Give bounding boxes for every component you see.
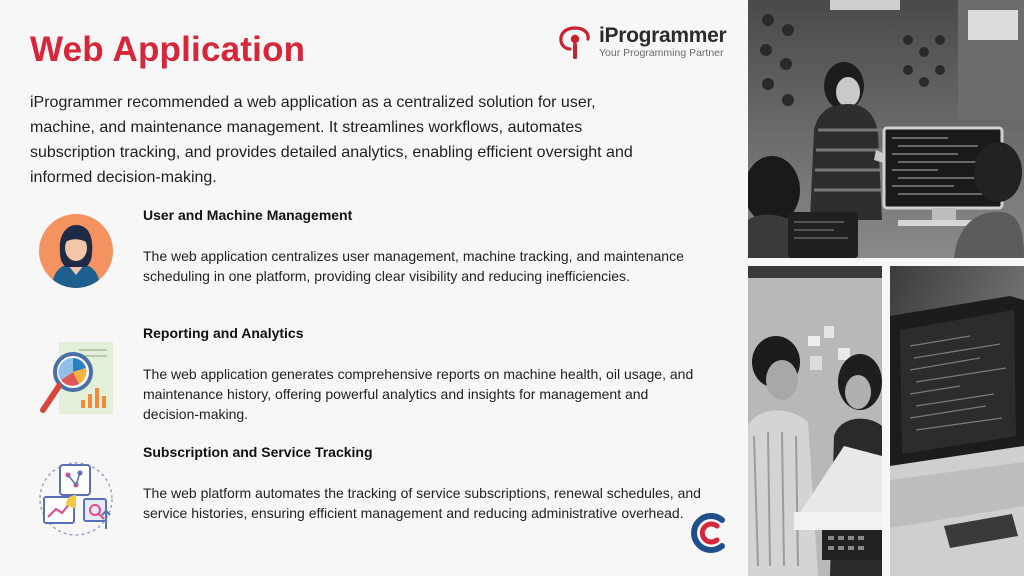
feature-title: Subscription and Service Tracking xyxy=(143,444,373,460)
feature-subscription-service-tracking xyxy=(143,443,703,523)
logo-name: iProgrammer xyxy=(599,24,727,47)
laptop-closeup-photo xyxy=(890,266,1024,576)
feature-description: The web platform automates the tracking of service subscriptions, renewal schedules, and service histories, ensuring efficient management and reducing administrative overhead. xyxy=(143,485,701,521)
intro-paragraph: iProgrammer recommended a web application as a centralized solution for user, machine, and maintenance management. It streamlines workflows, automates subscription tracking, and provides detailed analytics, enabling efficient oversight and informed decision-making. xyxy=(30,94,633,186)
feature-description: The web application generates comprehensive reports on machine health, oil usage, and maintenance history, offering powerful analytics and insights for management and decision-making. xyxy=(143,366,694,422)
subscription-tracking-icon xyxy=(36,459,116,539)
logo-tagline: Your Programming Partner xyxy=(599,47,724,59)
iprogrammer-logo-mark xyxy=(557,24,593,64)
feature-reporting-analytics xyxy=(143,324,703,424)
report-analytics-icon xyxy=(37,338,117,418)
feature-user-machine-management xyxy=(143,206,703,286)
iprogrammer-logo xyxy=(557,24,737,64)
user-avatar-icon xyxy=(38,213,114,289)
feature-title: Reporting and Analytics xyxy=(143,325,304,341)
feature-title: User and Machine Management xyxy=(143,207,353,223)
slide-title: Web Application xyxy=(30,30,306,69)
colleagues-laptop-photo xyxy=(748,266,882,576)
feature-description: The web application centralizes user management, machine tracking, and maintenance scheduling in one platform, providing clear visibility and reducing inefficiencies. xyxy=(143,248,684,284)
brand-badge-icon xyxy=(690,512,730,554)
team-presentation-photo xyxy=(748,0,1024,258)
